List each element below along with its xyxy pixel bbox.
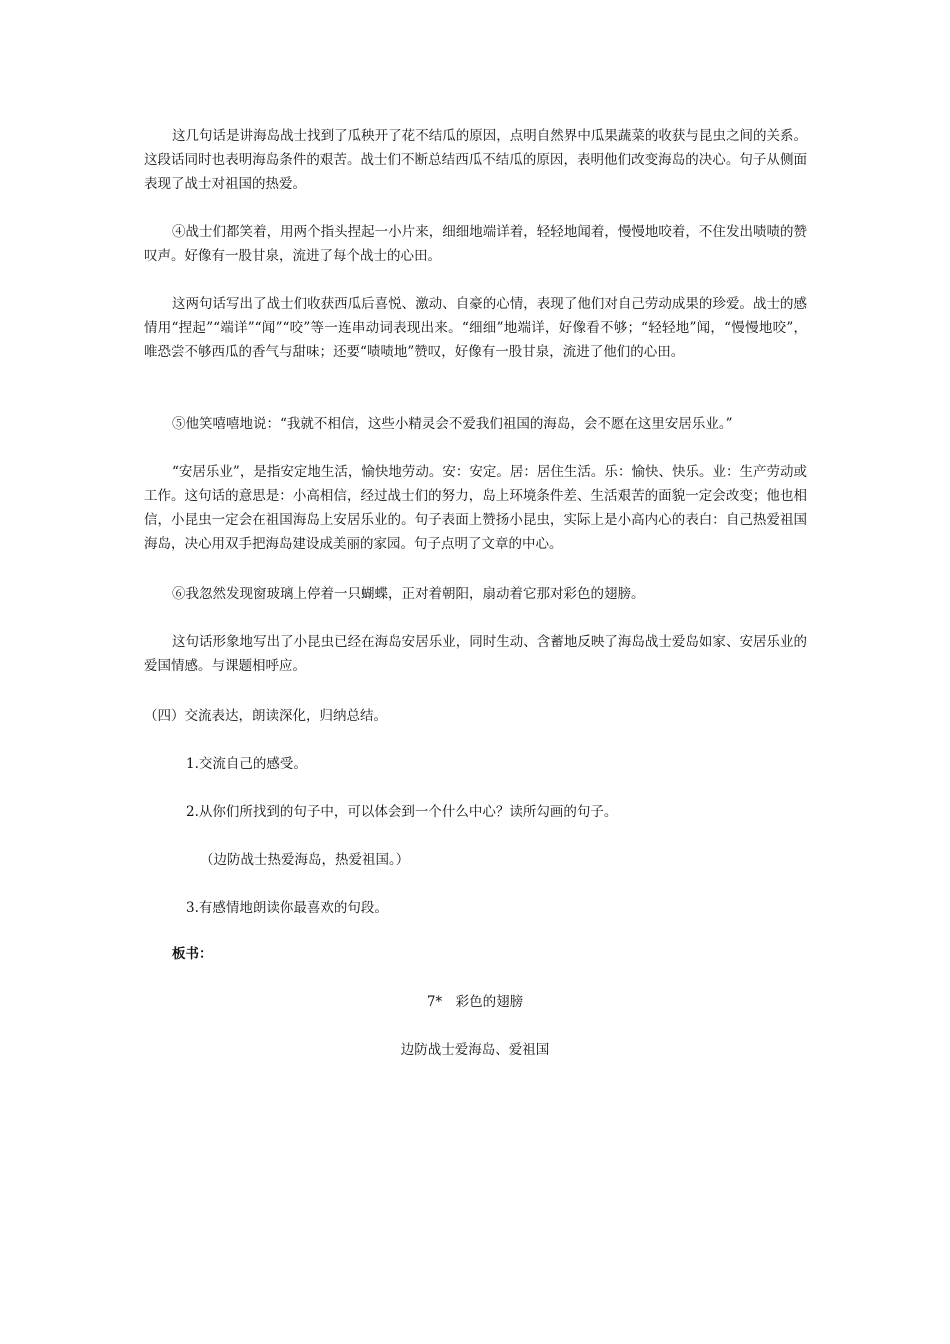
list-item-2: 2.从你们所找到的句子中，可以体会到一个什么中心？读所勾画的句子。 — [186, 804, 618, 820]
paragraph-quote-6: ⑥我忽然发现窗玻璃上停着一只蝴蝶，正对着朝阳，扇动着它那对彩色的翅膀。 — [172, 586, 645, 602]
board-label: 板书： — [172, 946, 213, 962]
paragraph-analysis-1: 这几句话是讲海岛战士找到了瓜秧开了花不结瓜的原因，点明自然界中瓜果蔬菜的收获与昆虫之间的关系。这段话同时也表明海岛条件的艰苦。战士们不断总结西瓜不结瓜的原因，表明他们改变海岛的决心。句子从侧面表现了战士对祖国的热爱。 — [144, 128, 807, 192]
list-item-1: 1.交流自己的感受。 — [186, 756, 307, 772]
paragraph-analysis-4: 这句话形象地写出了小昆虫已经在海岛安居乐业，同时生动、含蓄地反映了海岛战士爱岛如家、安居乐业的爱国情感。与课题相呼应。 — [144, 634, 807, 674]
list-item-3: 3.有感情地朗读你最喜欢的句段。 — [186, 900, 388, 916]
board-subtitle: 边防战士爱海岛、爱祖国 — [400, 1042, 550, 1058]
paragraph-analysis-3: “安居乐业”，是指安定地生活，愉快地劳动。安：安定。居：居住生活。乐：愉快、快乐。业：生产劳动或工作。这句话的意思是：小高相信，经过战士们的努力，岛上环境条件差、生活艰苦的面貌一定会改变；他也相信，小昆虫一定会在祖国海岛上安居乐业的。句子表面上赞扬小昆虫，实际上是小高内心的表白：自己热爱祖国海岛，决心用双手把海岛建设成美丽的家园。句子点明了文章的中心。 — [144, 464, 807, 552]
answer-text: （边防战士热爱海岛，热爱祖国。） — [200, 852, 410, 868]
board-title: 7* 彩色的翅膀 — [426, 994, 524, 1010]
section-heading: （四）交流表达，朗读深化，归纳总结。 — [144, 708, 387, 724]
paragraph-analysis-2: 这两句话写出了战士们收获西瓜后喜悦、激动、自豪的心情，表现了他们对自己劳动成果的珍爱。战士的感情用“捏起”“端详”“闻”“咬”等一连串动词表现出来。“细细”地端详，好像看不够；“轻轻地”闻，“慢慢地咬”，唯恐尝不够西瓜的香气与甜味；还要“啧啧地”赞叹，好像有一股甘泉，流进了他们的心田。 — [144, 296, 807, 360]
paragraph-quote-4: ④战士们都笑着，用两个指头捏起一小片来，细细地端详着，轻轻地闻着，慢慢地咬着，不住发出啧啧的赞叹声。好像有一股甘泉，流进了每个战士的心田。 — [144, 224, 807, 264]
paragraph-quote-5: ⑤他笑嘻嘻地说：“我就不相信，这些小精灵会不爱我们祖国的海岛，会不愿在这里安居乐业。” — [172, 416, 733, 432]
